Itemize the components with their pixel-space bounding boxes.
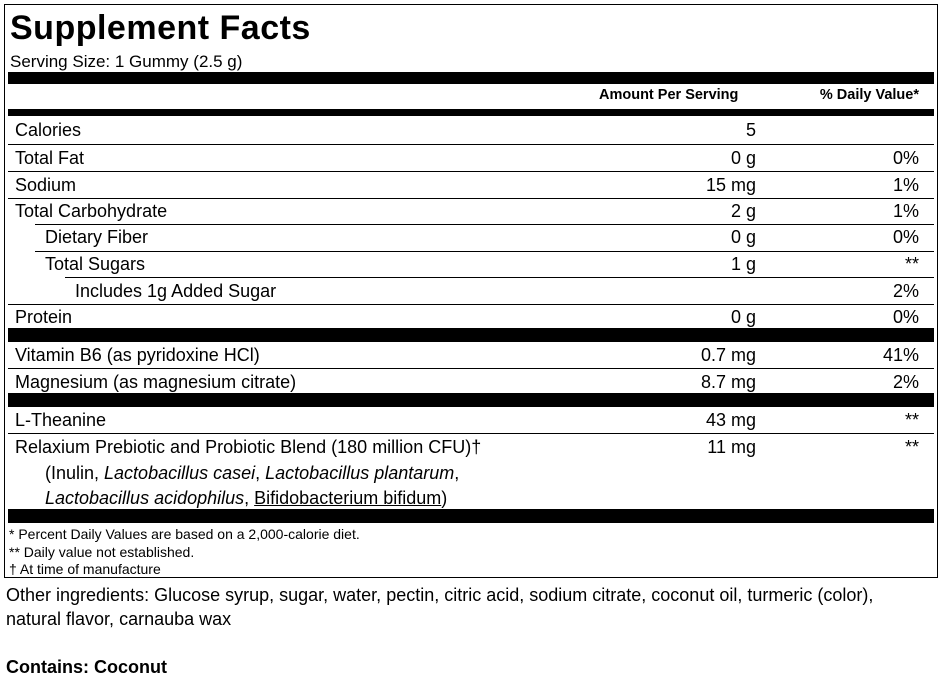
- blend-text: ): [441, 488, 448, 508]
- blend-species: Lactobacillus acidophilus: [45, 488, 245, 508]
- nutrient-row: [8, 175, 934, 197]
- nutrient-name: Protein: [15, 307, 73, 327]
- thick-divider: [8, 393, 934, 407]
- supplement-facts-panel: [4, 4, 938, 578]
- blend-amount: 11 mg: [707, 437, 756, 457]
- nutrient-row: [8, 227, 934, 249]
- footnote-manufacture: † At time of manufacture: [9, 561, 161, 577]
- nutrient-daily-value: 0%: [892, 227, 919, 247]
- nutrient-name: Calories: [15, 120, 82, 140]
- active-row: [8, 410, 934, 432]
- row-divider: [8, 171, 934, 172]
- nutrient-daily-value: 0%: [892, 148, 919, 168]
- nutrient-name: Dietary Fiber: [45, 227, 149, 247]
- row-divider: [35, 224, 934, 225]
- nutrient-daily-value: 1%: [892, 175, 919, 195]
- vitamin-daily-value: 2%: [892, 372, 919, 392]
- vitamin-daily-value: 41%: [882, 345, 919, 365]
- blend-text: (Inulin,: [45, 463, 105, 483]
- nutrient-name: Total Carbohydrate: [15, 201, 168, 221]
- other-ingredients: Other ingredients: Glucose syrup, sugar, water, pectin, citric acid, sodium citrate, coconut oil, turmeric (color), natural flavor, carnauba wax: [6, 585, 874, 629]
- row-divider: [8, 304, 934, 305]
- row-divider: [8, 144, 934, 145]
- active-amount: 43 mg: [705, 410, 756, 430]
- nutrient-row: [8, 281, 934, 303]
- header-divider: [8, 109, 934, 116]
- nutrient-amount: 1 g: [730, 254, 756, 274]
- blend-species: Lactobacillus casei: [104, 463, 256, 483]
- thick-divider: [8, 509, 934, 523]
- active-name: L-Theanine: [15, 410, 107, 430]
- blend-name: Relaxium Prebiotic and Probiotic Blend (180 million CFU)†: [15, 437, 482, 457]
- blend-ingredients-line-2: [45, 486, 447, 510]
- vitamin-amount: 8.7 mg: [700, 372, 756, 392]
- column-header-daily-value: % Daily Value*: [819, 87, 919, 103]
- row-divider: [35, 251, 934, 252]
- blend-text: ,: [244, 488, 255, 508]
- nutrient-daily-value: 2%: [892, 281, 919, 301]
- blend-ingredients-line-1: [45, 461, 459, 485]
- contains-value: Coconut: [94, 657, 167, 677]
- vitamin-row: [8, 345, 934, 367]
- nutrient-name: Total Sugars: [45, 254, 146, 274]
- nutrient-row: [8, 201, 934, 223]
- nutrient-row: [8, 148, 934, 170]
- nutrient-amount: 5: [745, 120, 756, 140]
- nutrient-daily-value: 1%: [892, 201, 919, 221]
- nutrient-amount: 15 mg: [705, 175, 756, 195]
- nutrient-daily-value: 0%: [892, 307, 919, 327]
- contains-label: Contains:: [6, 657, 89, 677]
- blend-species: Lactobacillus plantarum: [265, 463, 455, 483]
- nutrient-row: [8, 120, 934, 142]
- nutrient-row: [8, 254, 934, 276]
- serving-size: Serving Size: 1 Gummy (2.5 g): [10, 52, 243, 71]
- blend-daily-value: **: [904, 437, 919, 457]
- panel-title: Supplement Facts: [10, 9, 311, 47]
- vitamin-amount: 0.7 mg: [700, 345, 756, 365]
- allergen-statement: [6, 656, 167, 678]
- column-header-amount: Amount Per Serving: [599, 87, 739, 103]
- nutrient-amount: 0 g: [730, 307, 756, 327]
- vitamin-name: Magnesium (as magnesium citrate): [15, 372, 297, 392]
- row-divider: [8, 368, 934, 369]
- thick-divider: [8, 328, 934, 342]
- nutrient-name: Includes 1g Added Sugar: [75, 281, 277, 301]
- row-divider: [8, 433, 934, 434]
- row-divider: [65, 277, 934, 278]
- footnote-daily-value: * Percent Daily Values are based on a 2,000-calorie diet.: [9, 526, 360, 542]
- blend-species: Bifidobacterium bifidum: [254, 488, 442, 508]
- nutrient-amount: 0 g: [730, 227, 756, 247]
- footnote-not-established: ** Daily value not established.: [9, 544, 195, 560]
- vitamin-row: [8, 372, 934, 394]
- vitamin-name: Vitamin B6 (as pyridoxine HCl): [15, 345, 260, 365]
- nutrient-name: Total Fat: [15, 148, 85, 168]
- nutrient-row: [8, 307, 934, 329]
- nutrient-daily-value: **: [904, 254, 919, 274]
- blend-text: ,: [454, 463, 460, 483]
- nutrient-amount: 0 g: [730, 148, 756, 168]
- thick-divider: [8, 72, 934, 84]
- nutrient-amount: 2 g: [730, 201, 756, 221]
- active-daily-value: **: [904, 410, 919, 430]
- nutrient-name: Sodium: [15, 175, 77, 195]
- blend-text: ,: [255, 463, 266, 483]
- blend-row: [8, 437, 934, 507]
- row-divider: [8, 198, 934, 199]
